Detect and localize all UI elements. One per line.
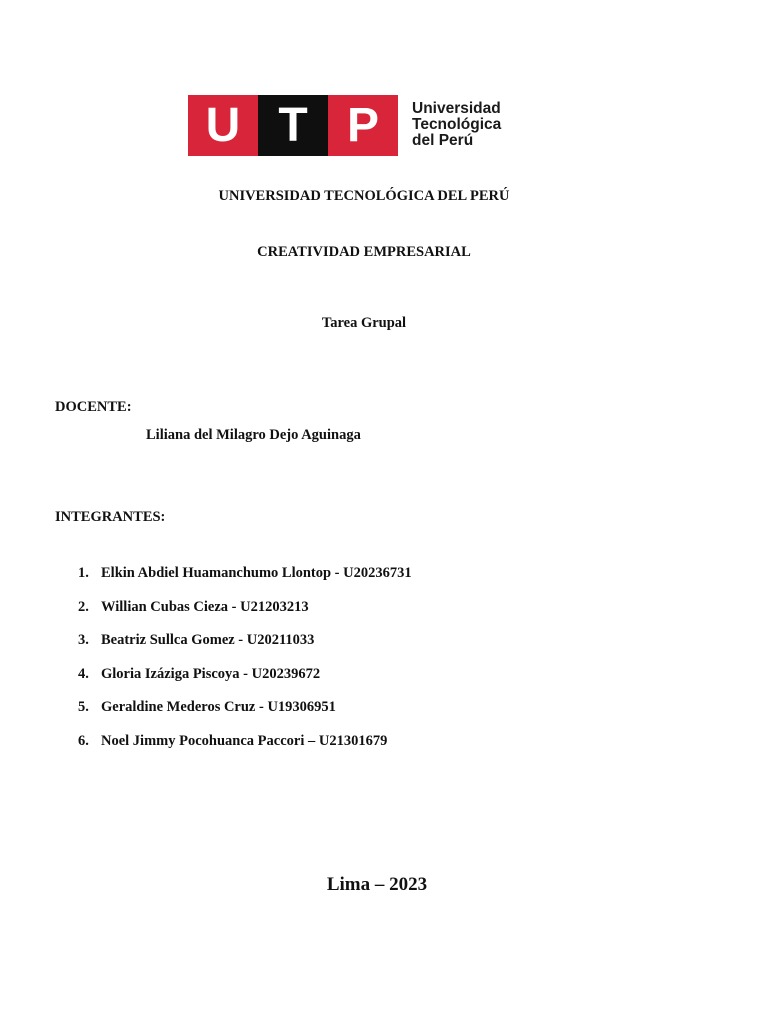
- member-text: Beatriz Sullca Gomez - U20211033: [101, 632, 315, 649]
- item-number: 3.: [78, 632, 89, 649]
- logo-block-t: T: [258, 95, 328, 156]
- members-list: [78, 565, 412, 767]
- logo-university-name: Universidad Tecnológica del Perú: [412, 100, 502, 149]
- integrantes-label: INTEGRANTES:: [55, 509, 166, 525]
- list-item: [78, 666, 412, 700]
- item-number: 4.: [78, 665, 89, 682]
- member-text: Elkin Abdiel Huamanchumo Llontop - U20236731: [101, 565, 412, 581]
- university-title: UNIVERSIDAD TECNOLÓGICA DEL PERÚ: [218, 188, 510, 204]
- member-text: Willian Cubas Cieza - U21203213: [101, 598, 309, 615]
- item-number: 5.: [78, 699, 89, 716]
- member-text: Noel Jimmy Pocohuanca Paccori – U21301679: [101, 732, 388, 749]
- list-item: [78, 699, 412, 733]
- list-item: [78, 565, 412, 599]
- member-text: Geraldine Mederos Cruz - U19306951: [101, 699, 336, 716]
- list-item: [78, 632, 412, 666]
- logo-block-p: P: [328, 95, 398, 156]
- item-number: 2.: [78, 598, 89, 615]
- item-number: 6.: [78, 732, 89, 749]
- list-item: [78, 733, 412, 767]
- list-item: [78, 599, 412, 633]
- utp-logo: [188, 95, 512, 157]
- logo-block-u: U: [188, 95, 258, 156]
- member-text: Gloria Izáziga Piscoya - U20239672: [101, 665, 321, 682]
- docente-name: Liliana del Milagro Dejo Aguinaga: [146, 427, 361, 443]
- assignment-title: Tarea Grupal: [321, 315, 407, 331]
- place-and-year: Lima – 2023: [326, 874, 428, 895]
- item-number: 1.: [78, 565, 89, 581]
- docente-label: DOCENTE:: [55, 399, 132, 415]
- course-title: CREATIVIDAD EMPRESARIAL: [257, 244, 471, 260]
